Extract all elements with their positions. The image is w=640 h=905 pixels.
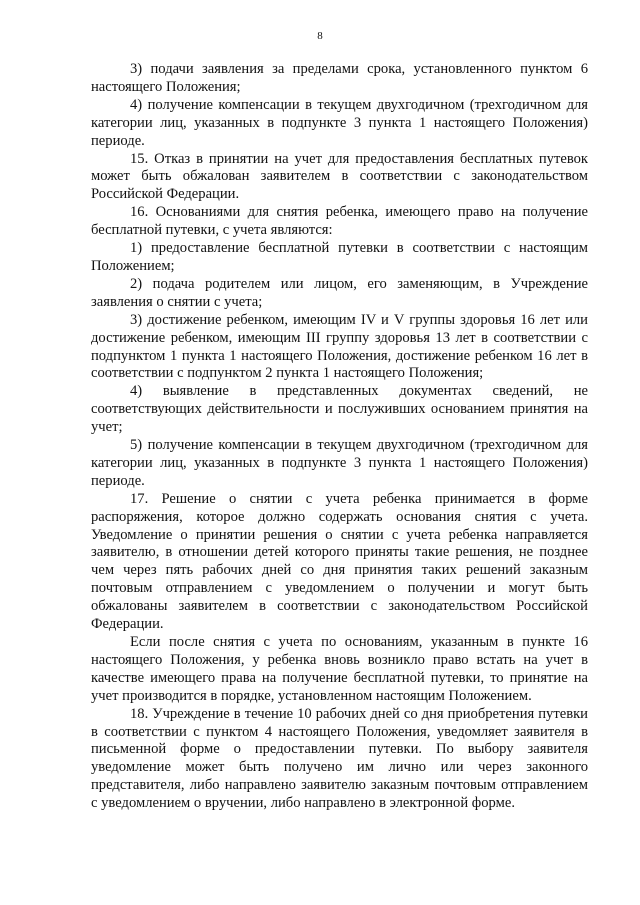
paragraph-16: 16. Основаниями для снятия ребенка, имеющего право на получение бесплатной путевки, с учета являются: xyxy=(91,204,588,239)
paragraph-item-3: 3) подачи заявления за пределами срока, установленного пунктом 6 настоящего Положения; xyxy=(91,61,588,95)
paragraph-18: 18. Учреждение в течение 10 рабочих дней со дня приобретения путевки в соответствии с пунктом 4 настоящего Положения, уведомляет заявителя в письменной форме о предоставлении путевки. По выбору заявителя уведомление может быть получено им лично или через законного представителя, либо направлено заявителю заказным почтовым отправлением с уведомлением о вручении, либо направлено в электронной форме. xyxy=(91,705,588,812)
paragraph-16-item-2: 2) подача родителем или лицом, его заменяющим, в Учреждение заявления о снятии с учета; xyxy=(91,275,588,310)
page-number: 8 xyxy=(317,30,323,42)
paragraph-16-item-1: 1) предоставление бесплатной путевки в соответствии с настоящим Положением; xyxy=(91,240,588,274)
paragraph-16-item-5: 5) получение компенсации в текущем двухгодичном (трехгодичном для категории лиц, указанных в подпункте 3 пункта 1 настоящего Положения) периоде. xyxy=(91,437,588,489)
paragraph-16-item-3: 3) достижение ребенком, имеющим IV и V группы здоровья 16 лет или достижение ребенком, имеющим III группу здоровья 13 лет в соответствии с подпунктом 1 пункта 1 настоящего Положения, достижение ребенком 16 лет в соответствии с подпунктом 2 пункта 1 настоящего Положения; xyxy=(91,311,588,382)
paragraph-15: 15. Отказ в принятии на учет для предоставления бесплатных путевок может быть обжалован заявителем в соответствии с законодательством Российской Федерации. xyxy=(91,150,588,203)
paragraph-17: 17. Решение о снятии с учета ребенка принимается в форме распоряжения, которое должно содержать основания снятия с учета. Уведомление о принятии решения о снятии с учета ребенка направляется заявителю, в отношении детей которого приняты такие решения, не позднее чем через пять рабочих дней со дня принятия таких решений заказным почтовым отправлением с уведомлением о получении и могут быть обжалованы заявителем в соответствии с законодательством Российской Федерации. xyxy=(91,490,588,633)
document-body xyxy=(91,61,588,813)
paragraph-16-item-4: 4) выявление в представленных документах сведений, не соответствующих действительности и послуживших основанием принятия на учет; xyxy=(91,383,588,436)
paragraph-17-continuation: Если после снятия с учета по основаниям, указанным в пункте 16 настоящего Положения, у ребенка вновь возникло право встать на учет в качестве имеющего права на получение бесплатной путевки, то принятие на учет производится в порядке, установленном настоящим Положением. xyxy=(91,634,588,704)
paragraph-item-4: 4) получение компенсации в текущем двухгодичном (трехгодичном для категории лиц, указанных в подпункте 3 пункта 1 настоящего Положения) периоде. xyxy=(91,96,588,149)
